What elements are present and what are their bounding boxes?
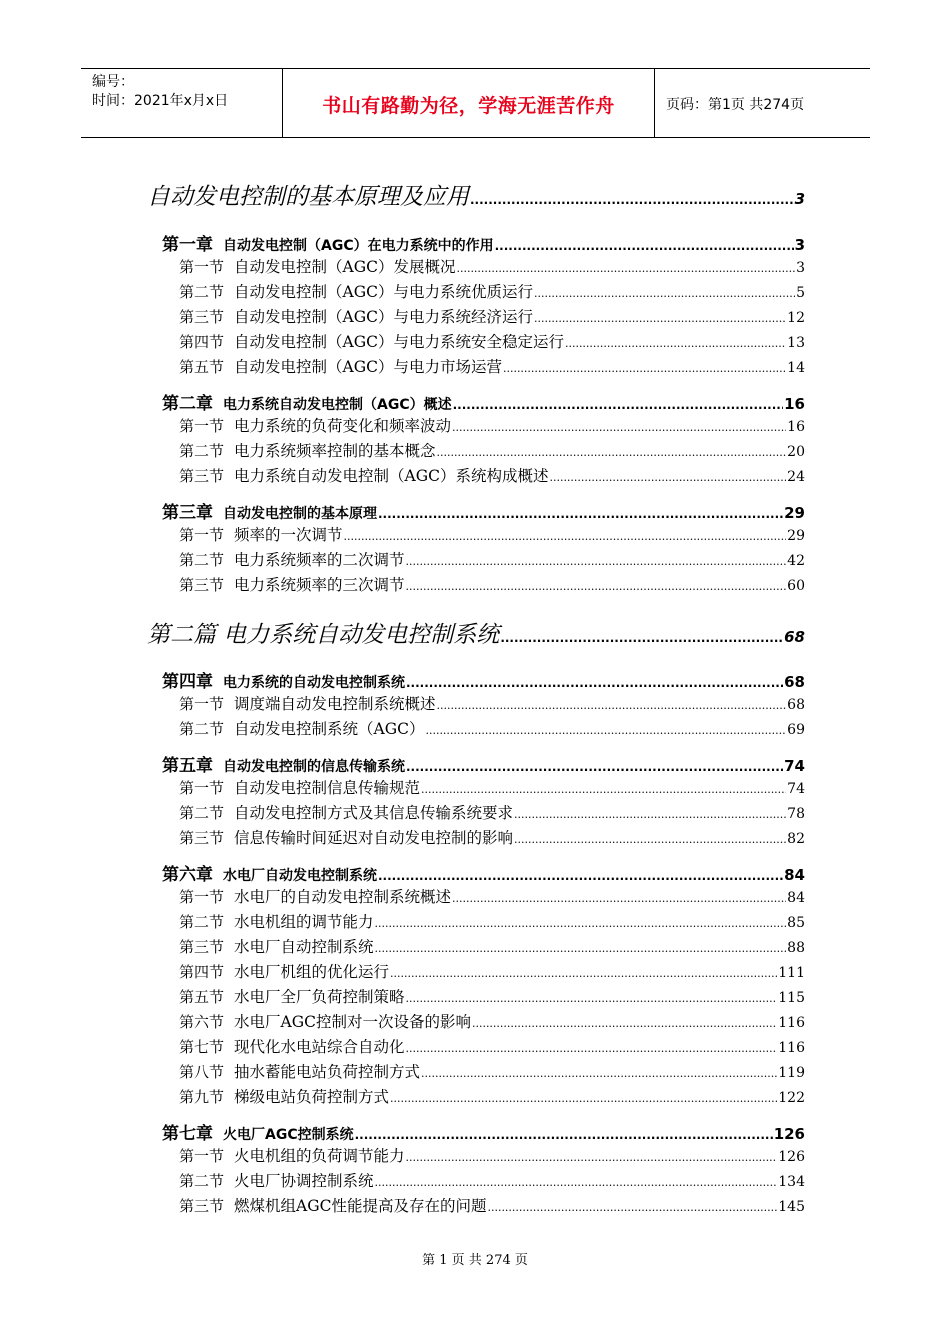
section-title: 电力系统的负荷变化和频率波动	[234, 417, 452, 435]
toc-chapter-1[interactable]	[162, 230, 805, 255]
page-number: 126	[778, 1149, 805, 1165]
section-number: 第三节	[179, 576, 225, 594]
section-title: 频率的一次调节	[234, 526, 343, 544]
section-title: 自动发电控制信息传输规范	[234, 779, 421, 797]
section-title: 水电厂AGC控制对一次设备的影响	[234, 1013, 471, 1031]
section-number: 第八节	[179, 1063, 225, 1081]
page-number: 16	[787, 419, 805, 435]
page-number: 119	[778, 1065, 805, 1081]
section-title: 电力系统自动发电控制（AGC）系统构成概述	[234, 467, 549, 485]
toc-section[interactable]	[179, 1194, 805, 1216]
section-number: 第二节	[179, 720, 225, 738]
toc-section[interactable]	[179, 255, 805, 277]
chapter-number: 第二章	[162, 394, 213, 414]
toc-section[interactable]	[179, 776, 805, 798]
header-meta-cell	[81, 69, 283, 137]
section-number: 第六节	[179, 1013, 225, 1031]
page-number: 145	[778, 1199, 805, 1215]
page-number: 116	[778, 1015, 805, 1031]
page-number: 69	[787, 722, 805, 738]
chapter-title: 火电厂AGC控制系统	[223, 1127, 354, 1143]
chapter-number: 第七章	[162, 1124, 213, 1144]
section-title: 电力系统频率的三次调节	[234, 576, 405, 594]
section-number: 第一节	[179, 695, 225, 713]
section-number: 第九节	[179, 1088, 225, 1106]
toc-chapter-6[interactable]	[162, 860, 805, 885]
toc-chapter-5[interactable]	[162, 751, 805, 776]
chapter-number: 第六章	[162, 865, 213, 885]
page-number: 126	[773, 1125, 805, 1143]
page-number: 85	[787, 915, 805, 931]
part-title: 第二篇 电力系统自动发电控制系统	[147, 622, 500, 648]
toc-section[interactable]	[179, 1169, 805, 1191]
page-number: 68	[784, 628, 805, 646]
section-title: 自动发电控制（AGC）发展概况	[234, 258, 456, 276]
section-title: 电力系统频率控制的基本概念	[234, 442, 436, 460]
toc-section[interactable]	[179, 305, 805, 327]
toc-section[interactable]	[179, 960, 805, 982]
document-number-label: 编号：	[92, 74, 134, 90]
section-number: 第五节	[179, 358, 225, 376]
section-title: 自动发电控制方式及其信息传输系统要求	[234, 804, 514, 822]
toc-section[interactable]	[179, 1085, 805, 1107]
section-title: 调度端自动发电控制系统概述	[234, 695, 436, 713]
page-number: 111	[778, 965, 805, 981]
section-title: 燃煤机组AGC性能提高及存在的问题	[234, 1197, 487, 1215]
section-title: 火电机组的负荷调节能力	[234, 1147, 405, 1165]
page-footer: 第 1 页 共 274 页	[422, 1253, 528, 1268]
section-title: 自动发电控制系统（AGC）	[234, 720, 425, 738]
section-title: 水电厂的自动发电控制系统概述	[234, 888, 452, 906]
section-number: 第二节	[179, 551, 225, 569]
toc-section[interactable]	[179, 414, 805, 436]
section-number: 第一节	[179, 779, 225, 797]
page-number: 78	[787, 806, 805, 822]
chapter-title: 自动发电控制（AGC）在电力系统中的作用	[223, 238, 494, 254]
chapter-title: 电力系统自动发电控制（AGC）概述	[223, 397, 452, 413]
page-number: 14	[787, 360, 805, 376]
page-number: 74	[784, 757, 805, 775]
section-title: 自动发电控制（AGC）与电力系统优质运行	[234, 283, 533, 301]
section-number: 第二节	[179, 1172, 225, 1190]
section-title: 自动发电控制（AGC）与电力市场运营	[234, 358, 502, 376]
toc-section[interactable]	[179, 573, 805, 595]
page-number: 88	[787, 940, 805, 956]
page-number: 20	[787, 444, 805, 460]
page-number: 42	[787, 553, 805, 569]
toc-section[interactable]	[179, 1010, 805, 1032]
page-number: 68	[787, 697, 805, 713]
section-title: 信息传输时间延迟对自动发电控制的影响	[234, 829, 514, 847]
section-number: 第三节	[179, 1197, 225, 1215]
page-number: 16	[784, 395, 805, 413]
page-number: 29	[784, 504, 805, 522]
section-number: 第一节	[179, 1147, 225, 1165]
toc-section[interactable]	[179, 1035, 805, 1057]
part-title: 自动发电控制的基本原理及应用	[147, 184, 469, 210]
toc-chapter-3[interactable]	[162, 498, 805, 523]
section-number: 第一节	[179, 888, 225, 906]
page-number: 60	[787, 578, 805, 594]
page-number: 3	[796, 260, 805, 276]
chapter-number: 第四章	[162, 672, 213, 692]
section-number: 第一节	[179, 258, 225, 276]
section-number: 第二节	[179, 283, 225, 301]
page-number: 29	[787, 528, 805, 544]
toc-section[interactable]	[179, 330, 805, 352]
chapter-number: 第一章	[162, 235, 213, 255]
section-title: 自动发电控制（AGC）与电力系统经济运行	[234, 308, 533, 326]
page-number: 24	[787, 469, 805, 485]
section-title: 现代化水电站综合自动化	[234, 1038, 405, 1056]
toc-part-1[interactable]	[147, 178, 805, 211]
page-number: 115	[778, 990, 805, 1006]
section-title: 水电厂全厂负荷控制策略	[234, 988, 405, 1006]
toc-part-2[interactable]	[147, 616, 805, 649]
toc-section[interactable]	[179, 1060, 805, 1082]
page-number: 68	[784, 673, 805, 691]
toc-section[interactable]	[179, 801, 805, 823]
section-title: 梯级电站负荷控制方式	[234, 1088, 390, 1106]
toc-section[interactable]	[179, 439, 805, 461]
section-number: 第四节	[179, 333, 225, 351]
document-header	[81, 68, 870, 138]
header-motto: 书山有路勤为径，学海无涯苦作舟	[322, 95, 615, 117]
section-number: 第三节	[179, 938, 225, 956]
toc-section[interactable]	[179, 910, 805, 932]
header-page-cell	[656, 69, 870, 137]
page-number: 3	[794, 236, 805, 254]
section-title: 电力系统频率的二次调节	[234, 551, 405, 569]
toc-section[interactable]	[179, 548, 805, 570]
toc-section[interactable]	[179, 355, 805, 377]
page-number: 134	[778, 1174, 805, 1190]
page-number: 3	[794, 190, 805, 208]
page-number: 84	[787, 890, 805, 906]
section-number: 第七节	[179, 1038, 225, 1056]
toc-section[interactable]	[179, 1144, 805, 1166]
page-number: 74	[787, 781, 805, 797]
chapter-number: 第三章	[162, 503, 213, 523]
chapter-title: 电力系统的自动发电控制系统	[223, 675, 405, 691]
page-number: 116	[778, 1040, 805, 1056]
section-number: 第二节	[179, 442, 225, 460]
chapter-title: 水电厂自动发电控制系统	[223, 868, 377, 884]
section-number: 第三节	[179, 308, 225, 326]
toc-section[interactable]	[179, 692, 805, 714]
section-title: 抽水蓄能电站负荷控制方式	[234, 1063, 421, 1081]
section-number: 第一节	[179, 526, 225, 544]
page-number: 84	[784, 866, 805, 884]
toc-chapter-4[interactable]	[162, 667, 805, 692]
section-number: 第三节	[179, 829, 225, 847]
toc-section[interactable]	[179, 464, 805, 486]
document-date-label: 时间：2021年x月x日	[92, 93, 229, 109]
toc-section[interactable]	[179, 280, 805, 302]
section-title: 自动发电控制（AGC）与电力系统安全稳定运行	[234, 333, 564, 351]
section-number: 第三节	[179, 467, 225, 485]
section-title: 水电机组的调节能力	[234, 913, 374, 931]
section-number: 第一节	[179, 417, 225, 435]
section-title: 水电厂自动控制系统	[234, 938, 374, 956]
page-number: 5	[796, 285, 805, 301]
page-number: 13	[787, 335, 805, 351]
chapter-title: 自动发电控制的基本原理	[223, 506, 377, 522]
toc-section[interactable]	[179, 885, 805, 907]
header-page-info: 页码：第1页 共274页	[666, 97, 805, 113]
toc-section[interactable]	[179, 985, 805, 1007]
page-number: 12	[787, 310, 805, 326]
section-title: 水电厂机组的优化运行	[234, 963, 390, 981]
section-number: 第二节	[179, 913, 225, 931]
section-number: 第五节	[179, 988, 225, 1006]
page-number: 82	[787, 831, 805, 847]
toc-section[interactable]	[179, 523, 805, 545]
chapter-title: 自动发电控制的信息传输系统	[223, 759, 405, 775]
toc-chapter-7[interactable]	[162, 1119, 805, 1144]
toc-chapter-2[interactable]	[162, 389, 805, 414]
chapter-number: 第五章	[162, 756, 213, 776]
toc-section[interactable]	[179, 717, 805, 739]
page-number: 122	[778, 1090, 805, 1106]
section-title: 火电厂协调控制系统	[234, 1172, 374, 1190]
toc-section[interactable]	[179, 935, 805, 957]
toc-section[interactable]	[179, 826, 805, 848]
section-number: 第四节	[179, 963, 225, 981]
section-number: 第二节	[179, 804, 225, 822]
header-motto-cell	[283, 69, 655, 137]
